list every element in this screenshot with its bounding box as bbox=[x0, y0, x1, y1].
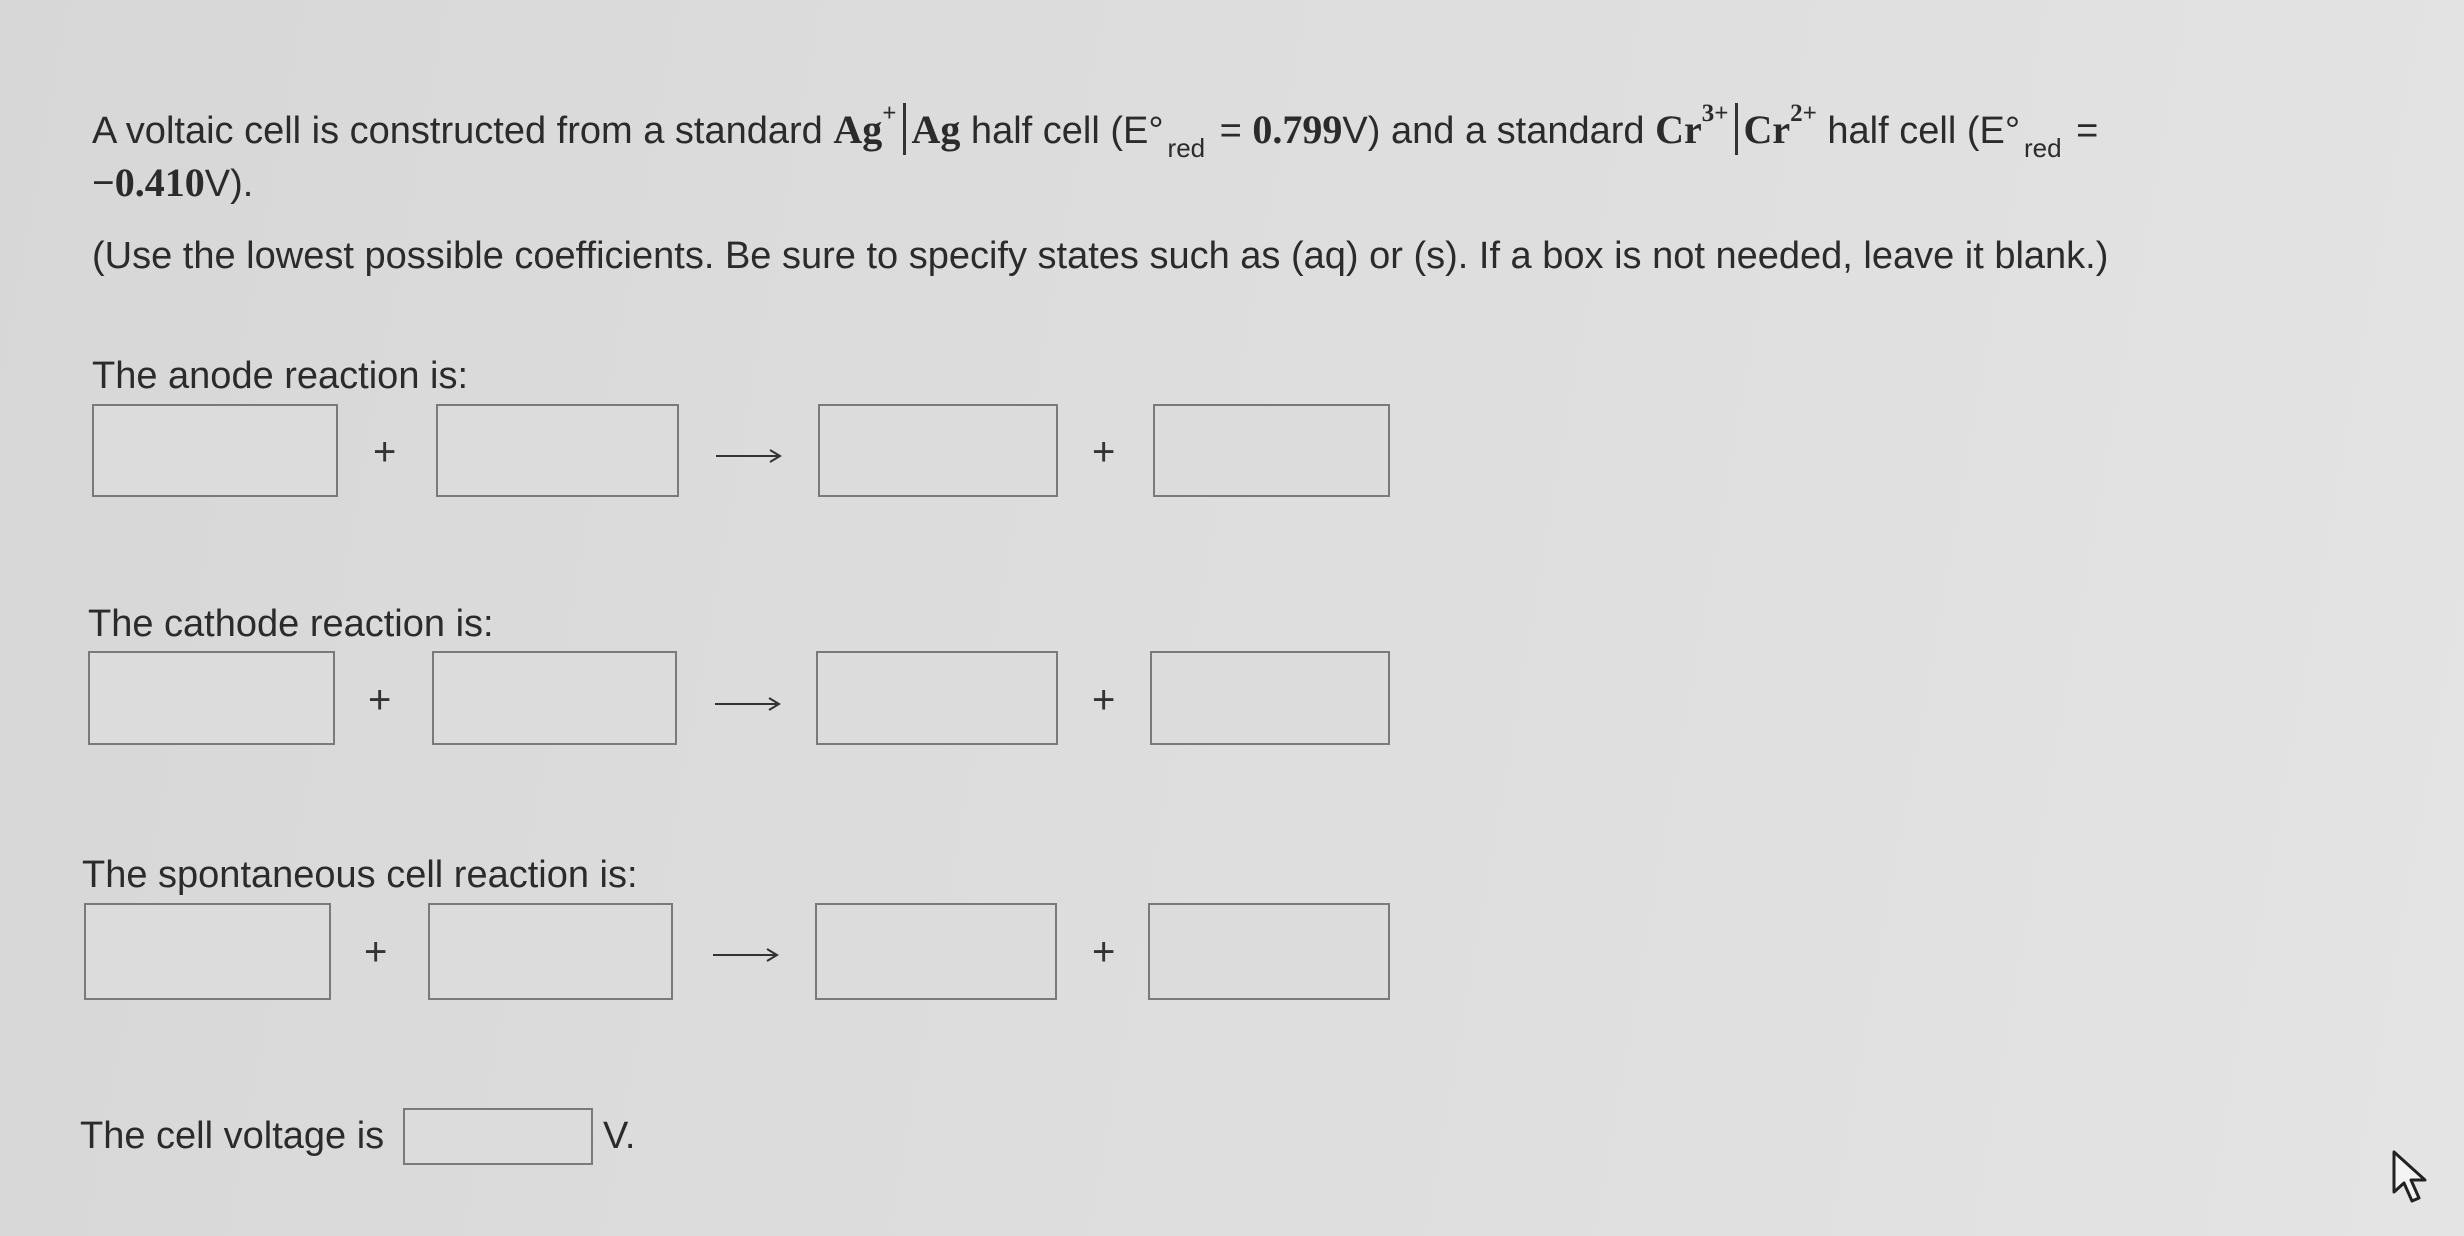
spontaneous-plus-2: + bbox=[1092, 930, 1116, 974]
cathode-right-arrow-icon bbox=[713, 694, 783, 714]
cr2-symbol: Cr bbox=[1743, 107, 1791, 152]
half-cell-text-2: half cell (E° bbox=[1816, 110, 2021, 152]
cr3-symbol: Cr bbox=[1655, 107, 1702, 152]
anode-reactant-2-input[interactable] bbox=[436, 404, 679, 497]
equals-1: = bbox=[1209, 110, 1253, 152]
question-line-2 bbox=[92, 160, 254, 205]
cathode-reactant-2-input[interactable] bbox=[432, 651, 677, 745]
spontaneous-label: The spontaneous cell reaction is: bbox=[82, 854, 638, 896]
anode-right-arrow-icon bbox=[714, 446, 784, 466]
red-subscript-2: red bbox=[2024, 133, 2062, 163]
spontaneous-product-1-input[interactable] bbox=[815, 903, 1057, 1000]
anode-label: The anode reaction is: bbox=[92, 355, 469, 397]
anode-product-1-input[interactable] bbox=[818, 404, 1058, 497]
anode-product-2-input[interactable] bbox=[1153, 404, 1390, 497]
instructions: (Use the lowest possible coefficients. Be sure to specify states such as (aq) or (s). If a box is not needed, leave it blank.) bbox=[92, 235, 2109, 277]
half-cell-text-1: half cell (E° bbox=[960, 110, 1164, 152]
cathode-plus-2: + bbox=[1092, 678, 1116, 722]
cr2-charge: 2+ bbox=[1790, 100, 1817, 127]
cell-voltage-input[interactable] bbox=[403, 1108, 593, 1165]
spontaneous-right-arrow-icon bbox=[711, 945, 781, 965]
ag-symbol: Ag bbox=[911, 107, 961, 152]
mouse-pointer-icon bbox=[2390, 1148, 2434, 1206]
voltage-unit: V. bbox=[603, 1115, 636, 1157]
ag-plus-charge: + bbox=[882, 100, 897, 127]
anode-reactant-1-input[interactable] bbox=[92, 404, 338, 497]
question-end: V). bbox=[204, 163, 254, 205]
spontaneous-reactant-1-input[interactable] bbox=[84, 903, 331, 1000]
e-red-value-2: −0.410 bbox=[92, 160, 205, 205]
equals-2: = bbox=[2065, 110, 2099, 152]
voltage-label: The cell voltage is bbox=[80, 1115, 385, 1157]
question-intro: A voltaic cell is constructed from a standard bbox=[92, 110, 834, 152]
half-cell-divider-2 bbox=[1735, 103, 1738, 155]
cathode-label: The cathode reaction is: bbox=[88, 603, 494, 645]
question-mid: V) and a standard bbox=[1342, 110, 1656, 152]
ag-plus-symbol: Ag bbox=[833, 107, 883, 152]
half-cell-divider bbox=[903, 103, 906, 155]
red-subscript-1: red bbox=[1167, 133, 1206, 163]
cathode-product-1-input[interactable] bbox=[816, 651, 1058, 745]
anode-plus-1: + bbox=[373, 430, 397, 474]
question-line-1 bbox=[92, 100, 2099, 163]
cathode-reactant-1-input[interactable] bbox=[88, 651, 335, 745]
spontaneous-reactant-2-input[interactable] bbox=[428, 903, 673, 1000]
spontaneous-plus-1: + bbox=[364, 930, 388, 974]
cathode-plus-1: + bbox=[368, 678, 392, 722]
spontaneous-product-2-input[interactable] bbox=[1148, 903, 1390, 1000]
e-red-value-1: 0.799 bbox=[1252, 107, 1343, 152]
cr3-charge: 3+ bbox=[1701, 100, 1729, 127]
cathode-product-2-input[interactable] bbox=[1150, 651, 1390, 745]
anode-plus-2: + bbox=[1092, 430, 1116, 474]
